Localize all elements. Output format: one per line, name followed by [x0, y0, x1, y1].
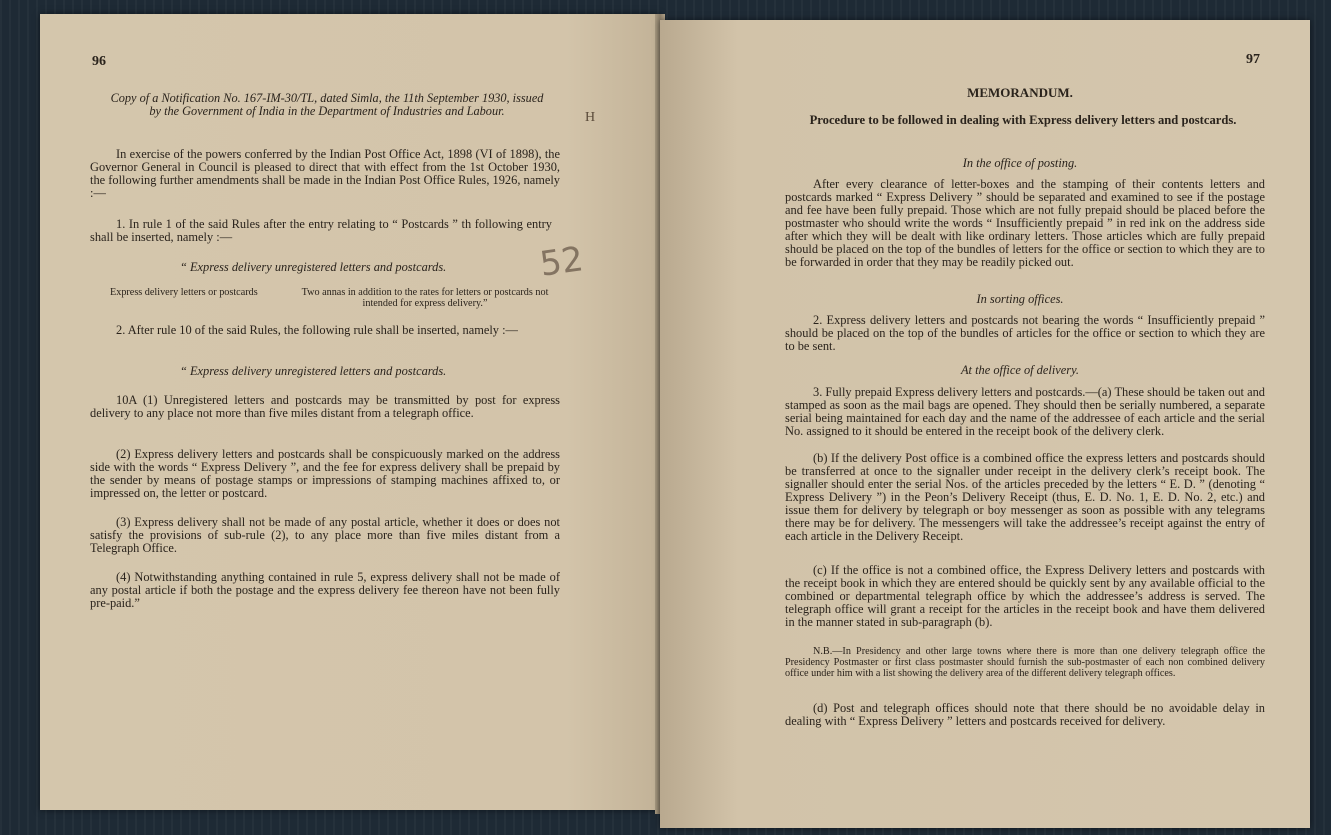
table-entry-right: Two annas in addition to the rates for letters or postcards not intended for express delivery.”	[301, 287, 549, 309]
sorting-paragraph: 2. Express delivery letters and postcards not bearing the words “ Insufficiently prepaid ” should be placed on the top of the bundles of articles for the office or section to which they are to be sent.	[785, 313, 1265, 353]
page-number: 96	[92, 54, 106, 69]
left-page	[40, 14, 660, 810]
delivery-para-b: (b) If the delivery Post office is a combined office the express letters and postcards should be transferred at once to the signaller under receipt in the delivery clerk’s receipt book. The signaller should enter the serial Nos. of the articles preceded by the letters “ E. D. ” (denoting “ Express Delivery ”) in the Peon’s Delivery Receipt (thus, E. D. No. 1, E. D. No. 2, etc.) and issue them for delivery by telegraph or boy messenger as soon as possible with any telegrams there may be for delivery. The messengers will take the addressee’s receipt against the entry of each article in the Delivery Receipt.	[785, 451, 1265, 543]
delivery-para-c: (c) If the office is not a combined office, the Express Delivery letters and postcards with the receipt book in which they are entered should be quickly sent by any available official to the combined or departmental telegraph office by which the addressee’s address is served. The telegraph office will grant a receipt for the articles in the receipt book and have them delivered in the manner stated in sub-paragraph (b).	[785, 563, 1265, 629]
rule-10a-1: 10A (1) Unregistered letters and postcards may be transmitted by post for express delivery to any place not more than five miles distant from a telegraph office.	[90, 393, 560, 420]
memo-subtitle: Procedure to be followed in dealing with Express delivery letters and postcards.	[809, 113, 1237, 127]
rule-10a-3: (3) Express delivery shall not be made of any postal article, whether it does or does not satisfy the provisions of sub-rule (2), to any place more than five miles distant from a Telegraph Office.	[90, 515, 560, 555]
paragraph-2: 2. After rule 10 of the said Rules, the following rule shall be inserted, namely :—	[116, 323, 518, 337]
entry-title-1: “ Express delivery unregistered letters and postcards.	[180, 260, 447, 274]
memo-title: MEMORANDUM.	[967, 85, 1073, 100]
paragraph-1: 1. In rule 1 of the said Rules after the entry relating to “ Postcards ” th following entry shall be inserted, namely :—	[90, 217, 552, 244]
nb-note: N.B.—In Presidency and other large towns where there is more than one delivery telegraph office the Presidency Postmaster or first class postmaster should furnish the sub-postmaster of each non combined delivery office under him with a list showing the delivery area of the different delivery telegraph offices.	[785, 646, 1265, 679]
page-number: 97	[1246, 52, 1260, 67]
heading-line2: by the Government of India in the Department of Industries and Labour.	[149, 104, 505, 118]
section-sorting-offices: In sorting offices.	[976, 292, 1064, 306]
entry-title-2: “ Express delivery unregistered letters and postcards.	[180, 364, 447, 378]
margin-mark: H	[585, 110, 596, 125]
section-office-of-delivery: At the office of delivery.	[960, 363, 1079, 377]
posting-paragraph: After every clearance of letter-boxes and the stamping of their contents letters and postcards marked “ Express Delivery ” should be separated and examined to see if the postage and fee have been fully prepaid. Those which are not fully prepaid should be placed before the postmaster who should write the words “ Insufficiently prepaid ” in red ink on the address side after which they will be dealt with like ordinary letters. Those articles which are fully prepaid should be placed on the top of the bundles of letters for the office or section to which they are to be forwarded in order that they may be readily picked out.	[785, 177, 1265, 269]
heading-line1: Copy of a Notification No. 167-IM-30/TL, dated Simla, the 11th September 1930, issued	[110, 91, 544, 105]
table-entry-left: Express delivery letters or postcards	[110, 287, 258, 298]
handwritten-annotation: 52	[537, 239, 586, 285]
delivery-para-a: 3. Fully prepaid Express delivery letters and postcards.—(a) These should be taken out and stamped as soon as the mail bags are opened. They should then be serially numbered, a separate serial being maintained for each day and the name of the addressee of each article and the serial No. assigned to it should be entered in the receipt book of the delivery clerk.	[785, 385, 1265, 438]
rule-10a-4: (4) Notwithstanding anything contained in rule 5, express delivery shall not be made of any postal article if both the postage and the express delivery fee thereon have not been fully pre-paid.”	[90, 570, 560, 610]
right-page	[660, 20, 1310, 828]
delivery-para-d: (d) Post and telegraph offices should note that there should be no avoidable delay in dealing with “ Express Delivery ” letters and postcards received for delivery.	[785, 701, 1265, 728]
notification-heading	[90, 92, 564, 118]
intro-paragraph: In exercise of the powers conferred by the Indian Post Office Act, 1898 (VI of 1898), the Governor General in Council is pleased to direct that with effect from the 1st October 1930, the following further amendments shall be made in the Indian Post Office Rules, 1926, namely :—	[90, 147, 560, 200]
rule-10a-2: (2) Express delivery letters and postcards shall be conspicuously marked on the address side with the words “ Express Delivery ”, and the fee for express delivery shall be prepaid by the sender by means of postage stamps or impressions of stamping machines affixed to, or impressed on, the letter or postcard.	[90, 447, 560, 500]
section-office-of-posting: In the office of posting.	[962, 156, 1078, 170]
